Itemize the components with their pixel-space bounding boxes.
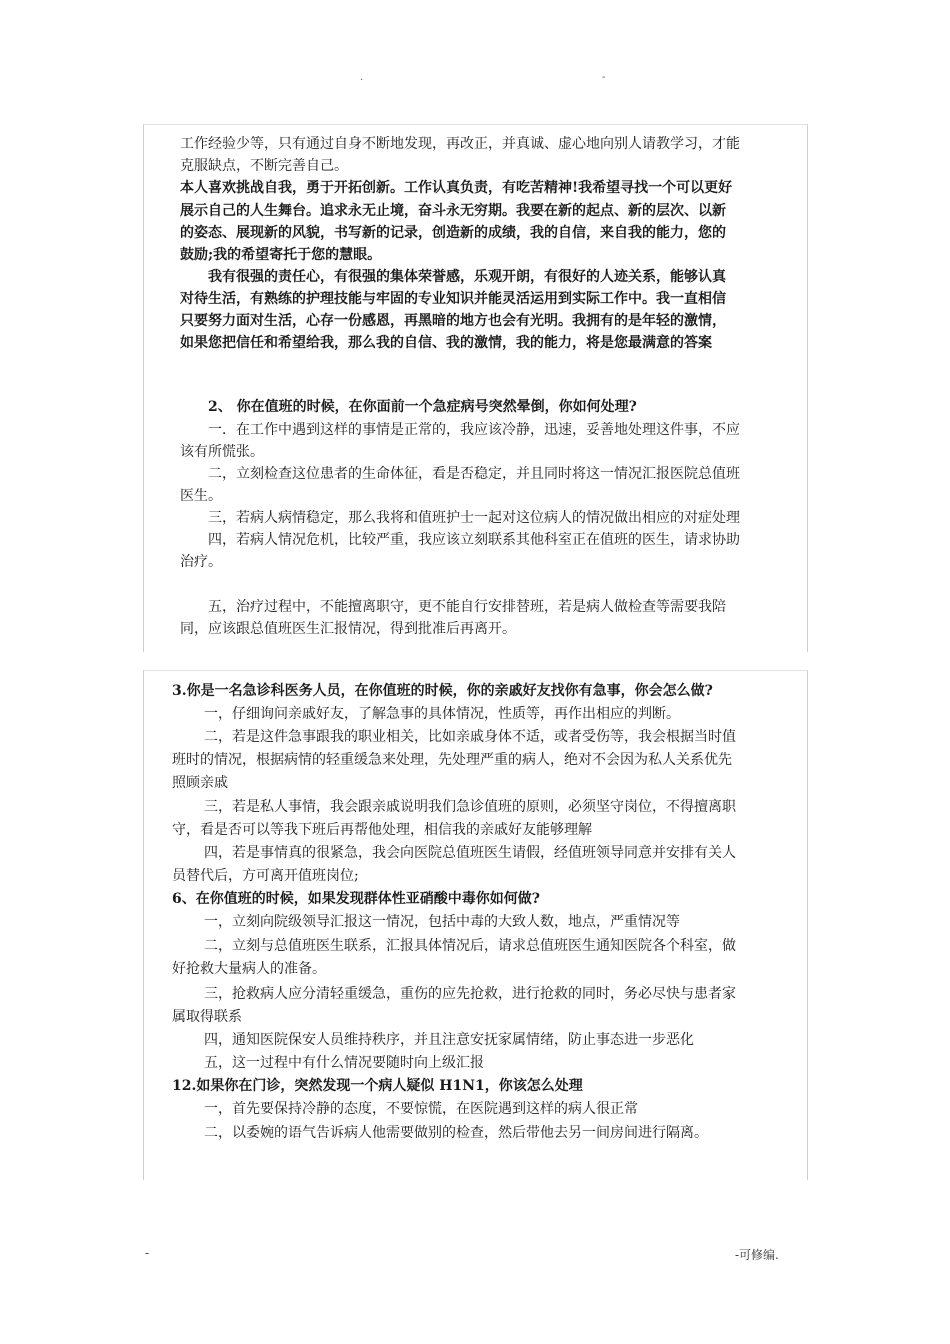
question-heading: 2、 你在值班的时候，在你面前一个急症病号突然晕倒，你如何处理?	[208, 399, 637, 415]
text-line: 三，若是私人事情，我会跟亲戚说明我们急诊值班的原则，必须坚守岗位，不得擅离职	[204, 799, 736, 815]
bold-line: 我有很强的责任心，有很强的集体荣誉感，乐观开朗，有很好的人迹关系，能够认真	[208, 269, 726, 285]
text-line: 二，若是这件急事跟我的职业相关，比如亲戚身体不适，或者受伤等，我会根据当时值	[204, 729, 736, 745]
question-heading: 12.如果你在门诊，突然发现一个病人疑似 H1N1，你该怎么处理	[172, 1078, 583, 1094]
text-line: 工作经验少等，只有通过自身不断地发现，再改正，并真诚、虚心地向别人请教学习，才能	[180, 136, 740, 152]
text-line: 三，抢救病人应分清轻重缓急，重伤的应先抢救，进行抢救的同时，务必尽快与患者家	[204, 986, 736, 1002]
text-line: 一，首先要保持冷静的态度，不要惊慌，在医院遇到这样的病人很正常	[204, 1101, 638, 1117]
text-line: 五，这一过程中有什么情况要随时向上级汇报	[204, 1055, 484, 1071]
text-line: 班时的情况，根据病情的轻重缓急来处理，先处理严重的病人，绝对不会因为私人关系优先	[172, 752, 732, 768]
question-heading: 6、在你值班的时候，如果发现群体性亚硝酸中毒你如何做?	[172, 891, 540, 907]
text-line: 二，以委婉的语气告诉病人他需要做别的检查，然后带他去另一间房间进行隔离。	[204, 1125, 708, 1141]
bold-line: 鼓励;我的希望寄托于您的慧眼。	[180, 247, 382, 263]
bold-line: 对待生活，有熟练的护理技能与牢固的专业知识并能灵活运用到实际工作中。我一直相信	[180, 291, 726, 307]
text-line: 属取得联系	[172, 1009, 242, 1025]
text-line: 同，应该跟总值班医生汇报情况，得到批准后再离开。	[180, 621, 516, 637]
text-line: 五，治疗过程中，不能擅离职守，更不能自行安排替班，若是病人做检查等需要我陪	[208, 599, 726, 615]
text-line: 员替代后，方可离开值班岗位;	[172, 868, 359, 884]
bold-line: 展示自己的人生舞台。追求永无止境，奋斗永无穷期。我要在新的起点、新的层次、以新	[180, 203, 726, 219]
footer-left-mark: -	[145, 1246, 150, 1260]
bold-line: 只要努力面对生活，心存一份感恩，再黑暗的地方也会有光明。我拥有的是年轻的激情，	[180, 313, 726, 329]
text-line: 三，若病人病情稳定，那么我将和值班护士一起对这位病人的情况做出相应的对症处理	[208, 510, 740, 526]
text-line: 四，通知医院保安人员维持秩序，并且注意安抚家属情绪，防止事态进一步恶化	[204, 1032, 694, 1048]
text-line: 该有所慌张。	[180, 444, 264, 460]
question-heading: 3.你是一名急诊科医务人员，在你值班的时候，你的亲戚好友找你有急事，你会怎么做?	[172, 683, 713, 699]
text-line: 一．在工作中遇到这样的事情是正常的，我应该冷静，迅速，妥善地处理这件事，不应	[208, 422, 740, 438]
text-line: 医生。	[180, 488, 222, 504]
bold-line: 本人喜欢挑战自我，勇于开拓创新。工作认真负责，有吃苦精神!我希望寻找一个可以更好	[180, 180, 733, 196]
text-line: 四，若是事情真的很紧急，我会向医院总值班医生请假，经值班领导同意并安排有关人	[204, 845, 736, 861]
text-line: 一，仔细询问亲戚好友，了解急事的具体情况，性质等，再作出相应的判断。	[204, 706, 680, 722]
text-line: 守，看是否可以等我下班后再帮他处理，相信我的亲戚好友能够理解	[172, 822, 592, 838]
text-line: 二，立刻检查这位患者的生命体征，看是否稳定，并且同时将这一情况汇报医院总值班	[208, 466, 740, 482]
text-line: 治疗。	[180, 554, 222, 570]
bold-line: 如果您把信任和希望给我，那么我的自信、我的激情，我的能力，将是您最满意的答案	[180, 335, 712, 351]
text-line: 二，立刻与总值班医生联系，汇报具体情况后，请求总值班医生通知医院各个科室，做	[204, 938, 736, 954]
bold-line: 的姿态、展现新的风貌，书写新的记录，创造新的成绩，我的自信，来自我的能力，您的	[180, 225, 726, 241]
text-line: 四，若病人情况危机，比较严重，我应该立刻联系其他科室正在值班的医生，请求协助	[208, 532, 740, 548]
text-line: 照顾亲戚	[172, 775, 228, 791]
header-right-mark: -	[602, 72, 606, 83]
text-line: 一，立刻向院级领导汇报这一情况，包括中毒的大致人数，地点，严重情况等	[204, 914, 680, 930]
header-left-mark: .	[360, 72, 364, 83]
text-line: 好抢救大量病人的准备。	[172, 961, 326, 977]
text-line: 克服缺点，不断完善自己。	[180, 158, 348, 174]
footer-right-text: -可修编.	[735, 1248, 779, 1262]
